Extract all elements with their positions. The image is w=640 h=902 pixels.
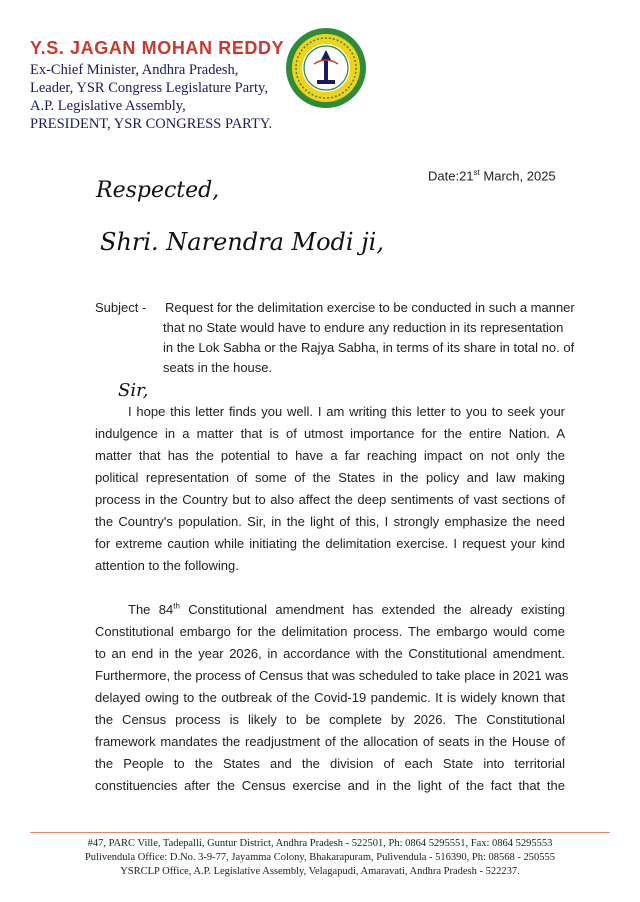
para2-line: to an end in the year 2026, in accordance with the Constitutional amendment. <box>95 646 565 661</box>
para2-line: the Census process is likely to be complete by 2026. The Constitutional <box>95 712 565 727</box>
letterhead-name: Y.S. JAGAN MOHAN REDDY <box>30 38 285 58</box>
para1-line: process in the Country but to also affect the deep sentiments of vast sections of <box>95 492 565 507</box>
footer-address-2: Pulivendula Office: D.No. 3-9-77, Jayamma Colony, Bhakarapuram, Pulivendula - 516390, Ph: 08568 - 250555 <box>84 852 556 863</box>
subject-line-1: Request for the delimitation exercise to be conducted in such a manner <box>165 300 575 315</box>
letterhead-title-1: Ex-Chief Minister, Andhra Pradesh, <box>30 62 239 78</box>
para1-line: for extreme caution while initiating the delimitation exercise. I request your kind <box>95 536 565 551</box>
letterhead-title-2: Leader, YSR Congress Legislature Party, <box>30 80 268 96</box>
letter-date: Date:21st March, 2025 <box>428 168 556 184</box>
salutation-respected: Respected, <box>96 178 220 203</box>
para1-line: indulgence in a matter that is of utmost importance for the entire Nation. A <box>95 426 565 441</box>
letterhead-title-3: A.P. Legislative Assembly, <box>30 98 186 114</box>
para1-line: matter that has the potential to have a far reaching impact on not only the <box>95 448 565 463</box>
salutation-addressee: Shri. Narendra Modi ji, <box>100 228 384 256</box>
para2-line: Furthermore, the process of Census that was scheduled to take place in 2021 was <box>95 668 569 683</box>
para1-line: the Country's population. Sir, in the light of this, I strongly emphasize the need <box>95 514 565 529</box>
subject-line-2: that no State would have to endure any reduction in its representation <box>163 320 564 335</box>
para2-line: Constitutional embargo for the delimitation process. The embargo would come <box>95 624 565 639</box>
subject-line-4: seats in the house. <box>163 360 273 375</box>
para2-line-first: The 84th Constitutional amendment has extended the already existing <box>128 601 565 617</box>
footer-divider <box>30 832 610 833</box>
salutation-sir: Sir, <box>118 380 149 401</box>
subject-line-3: in the Lok Sabha or the Rajya Sabha, in terms of its share in total no. of <box>163 340 575 355</box>
para2-line: delayed owing to the outbreak of the Covid-19 pandemic. It is widely known that <box>95 690 565 705</box>
footer-address-3: YSRCLP Office, A.P. Legislative Assembly, Velagapudi, Amaravati, Andhra Pradesh - 522237. <box>120 866 520 877</box>
letterhead-title-4: PRESIDENT, YSR CONGRESS PARTY. <box>30 116 273 132</box>
subject-label: Subject - <box>95 300 147 315</box>
para1-line: I hope this letter finds you well. I am writing this letter to you to seek your <box>128 404 565 419</box>
state-emblem-logo <box>284 26 368 110</box>
para1-line: attention to the following. <box>95 558 239 573</box>
para1-line: political representation of some of the States in the policy and law making <box>95 470 565 485</box>
para2-line: constituencies after the Census exercise and in the light of the fact that the <box>95 778 565 793</box>
para2-line: framework mandates the readjustment of the allocation of seats in the House of <box>95 734 565 749</box>
footer-address-1: #47, PARC Ville, Tadepalli, Guntur District, Andhra Pradesh - 522501, Ph: 0864 5295551, Fax: 0864 5295553 <box>87 838 553 849</box>
para2-line: the People to the States and the division of each State into territorial <box>95 756 565 771</box>
